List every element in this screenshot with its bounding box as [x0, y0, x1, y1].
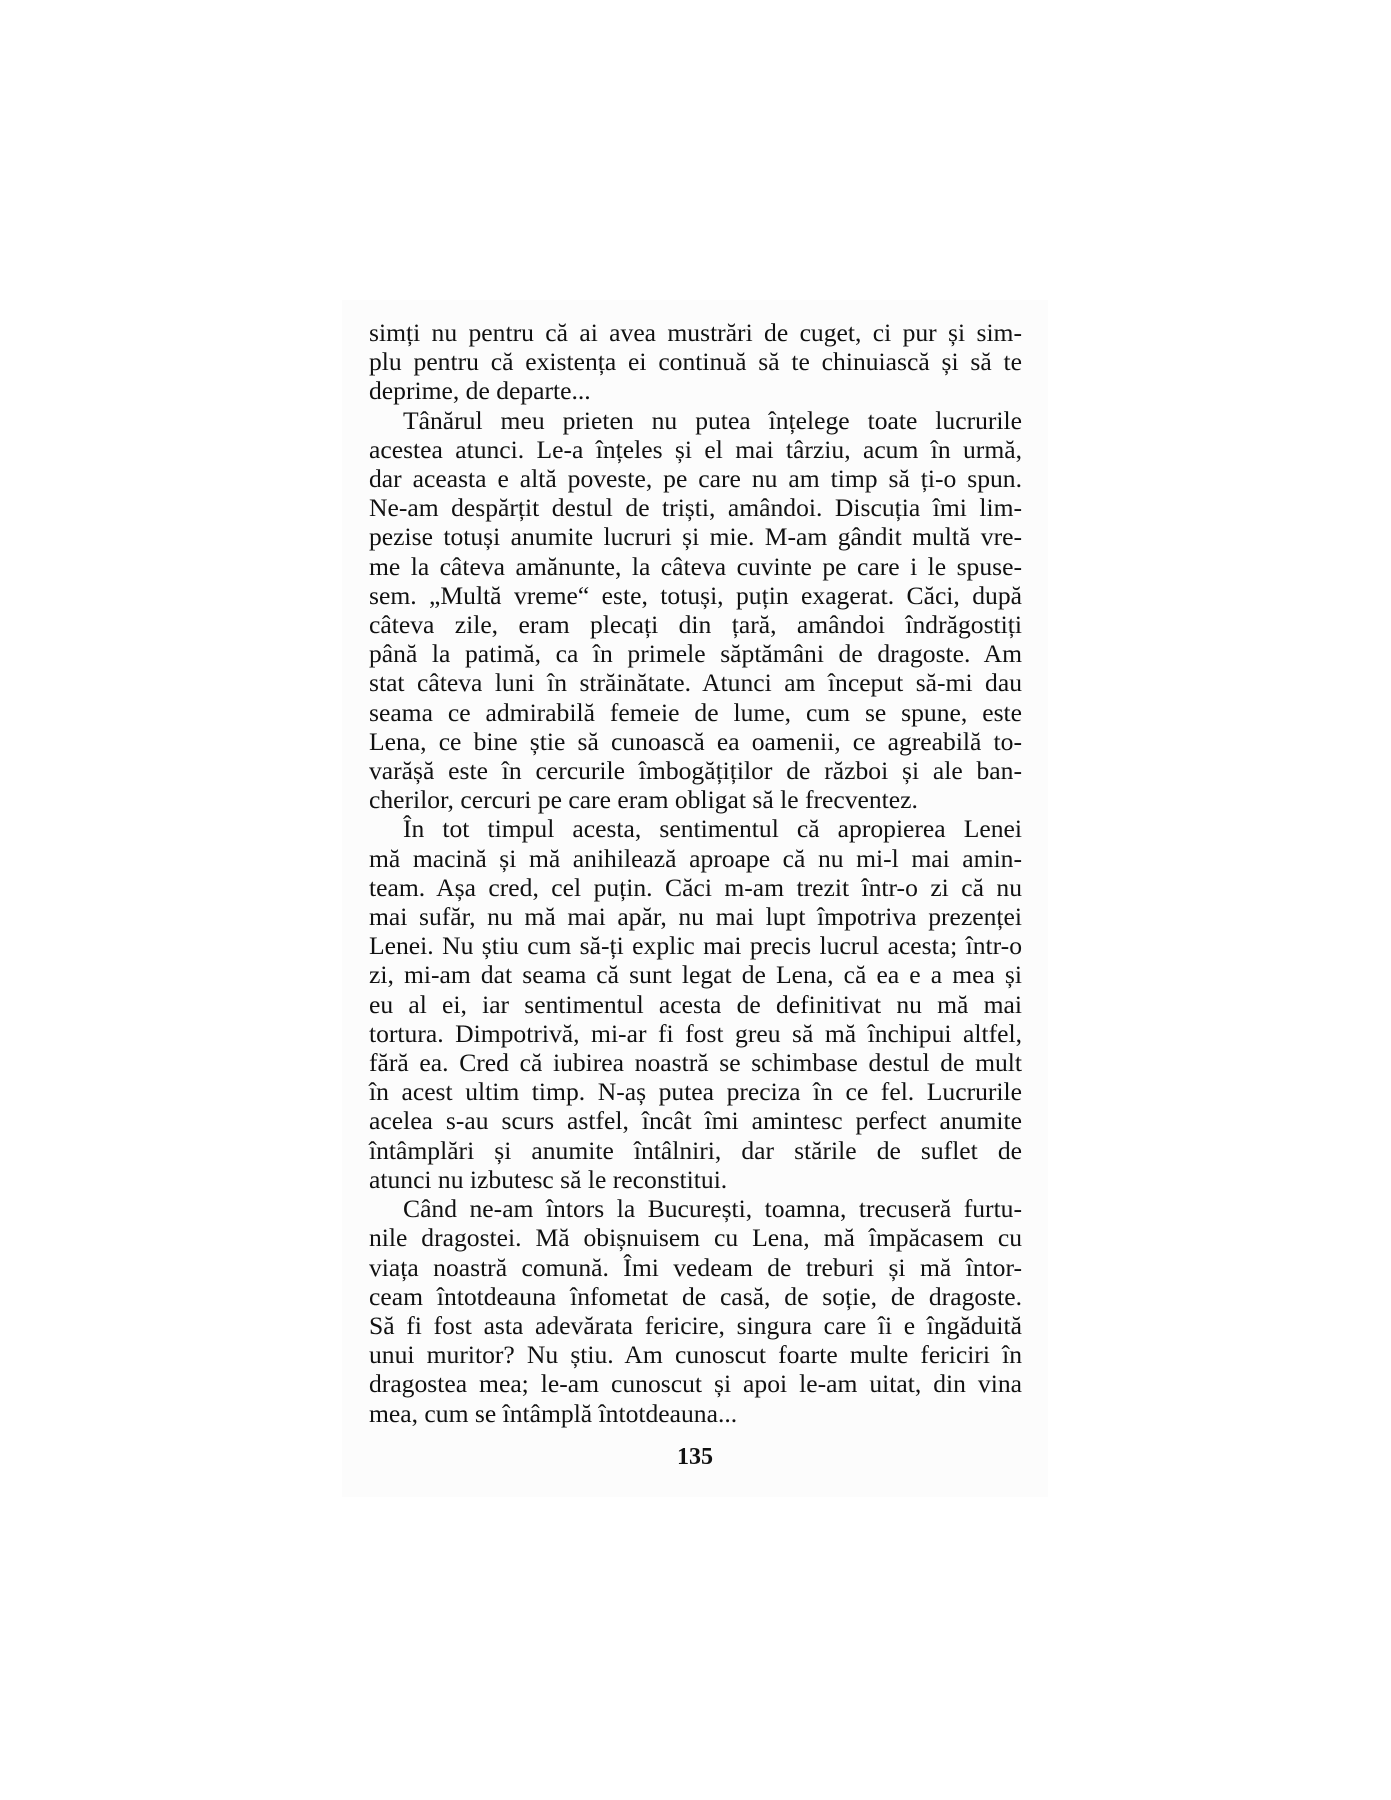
text-line: Ne-am despărțit destul de triști, amândoi. Discuția îmi lim- — [369, 493, 1022, 523]
paragraph-3 — [369, 814, 1022, 1194]
text-line: întâmplări și anumite întâlniri, dar stările de suflet de — [369, 1135, 1022, 1165]
text-line: pezise totuși anumite lucruri și mie. M-am gândit multă vre- — [369, 522, 1022, 552]
paragraph-1 — [369, 318, 1022, 406]
text-line: unui muritor? Nu știu. Am cunoscut foarte multe fericiri în — [369, 1340, 1022, 1370]
text-line: Când ne-am întors la București, toamna, trecuseră furtu- — [403, 1194, 1022, 1224]
text-line: ceam întotdeauna înfometat de casă, de soție, de dragoste. — [369, 1281, 1022, 1311]
text-line: eu al ei, iar sentimentul acesta de definitivat nu mă mai — [369, 989, 1022, 1019]
text-line: Lenei. Nu știu cum să-ți explic mai precis lucrul acesta; într-o — [369, 931, 1022, 961]
text-line: dar aceasta e altă poveste, pe care nu am timp să ți-o spun. — [369, 464, 1022, 494]
text-line: sem. „Multă vreme“ este, totuși, puțin exagerat. Căci, după — [369, 580, 1022, 610]
text-line: viața noastră comună. Îmi vedeam de treburi și mă întor- — [369, 1252, 1022, 1282]
paragraph-4 — [369, 1194, 1022, 1428]
text-line: În tot timpul acesta, sentimentul că apropierea Lenei — [403, 814, 1022, 844]
text-line: fără ea. Cred că iubirea noastră se schimbase destul de mult — [369, 1048, 1022, 1078]
text-line: mea, cum se întâmplă întotdeauna... — [369, 1398, 738, 1428]
text-line: câteva zile, eram plecați din țară, amândoi îndrăgostiți — [369, 610, 1022, 640]
text-line: atunci nu izbutesc să le reconstitui. — [369, 1164, 728, 1194]
page-body-text — [369, 318, 1022, 1428]
text-line: tortura. Dimpotrivă, mi-ar fi fost greu să mă închipui altfel, — [369, 1018, 1022, 1048]
text-line: Să fi fost asta adevărata fericire, singura care îi e îngăduită — [369, 1310, 1022, 1340]
text-line: Tânărul meu prieten nu putea înțelege toate lucrurile — [403, 405, 1022, 435]
text-line: plu pentru că existența ei continuă să te chinuiască și să te — [369, 347, 1022, 377]
text-line: seama ce admirabilă femeie de lume, cum se spune, este — [369, 697, 1022, 727]
text-line: team. Așa cred, cel puțin. Căci m-am trezit într-o zi că nu — [369, 872, 1022, 902]
text-line: acestea atunci. Le-a înțeles și el mai târziu, acum în urmă, — [369, 434, 1022, 464]
text-line: acelea s-au scurs astfel, încât îmi amintesc perfect anumite — [369, 1106, 1022, 1136]
text-line: până la patimă, ca în primele săptămâni de dragoste. Am — [369, 639, 1022, 669]
text-line: zi, mi-am dat seama că sunt legat de Lena, că ea e a mea și — [369, 960, 1022, 990]
page-number: 135 — [677, 1444, 713, 1470]
text-line: în acest ultim timp. N-aș putea preciza în ce fel. Lucrurile — [369, 1077, 1022, 1107]
text-line: simți nu pentru că ai avea mustrări de cuget, ci pur și sim- — [369, 318, 1022, 347]
text-line: dragostea mea; le-am cunoscut și apoi le-am uitat, din vina — [369, 1369, 1022, 1399]
text-line: nile dragostei. Mă obișnuisem cu Lena, mă împăcasem cu — [369, 1223, 1022, 1253]
text-line: varășă este în cercurile îmbogățiților de război și ale ban- — [369, 756, 1022, 786]
text-line: stat câteva luni în străinătate. Atunci am început să-mi dau — [369, 668, 1022, 698]
text-line: mă macină și mă anihilează aproape că nu mi-l mai amin- — [369, 843, 1022, 873]
text-line: me la câteva amănunte, la câteva cuvinte pe care i le spuse- — [369, 551, 1022, 581]
text-line: cherilor, cercuri pe care eram obligat să le frecventez. — [369, 785, 918, 815]
text-line: Lena, ce bine știe să cunoască ea oamenii, ce agreabilă to- — [369, 726, 1022, 756]
paragraph-2 — [369, 406, 1022, 815]
text-line: deprime, de departe... — [369, 376, 591, 406]
text-line: mai sufăr, nu mă mai apăr, nu mai lupt împotriva prezenței — [369, 902, 1022, 932]
